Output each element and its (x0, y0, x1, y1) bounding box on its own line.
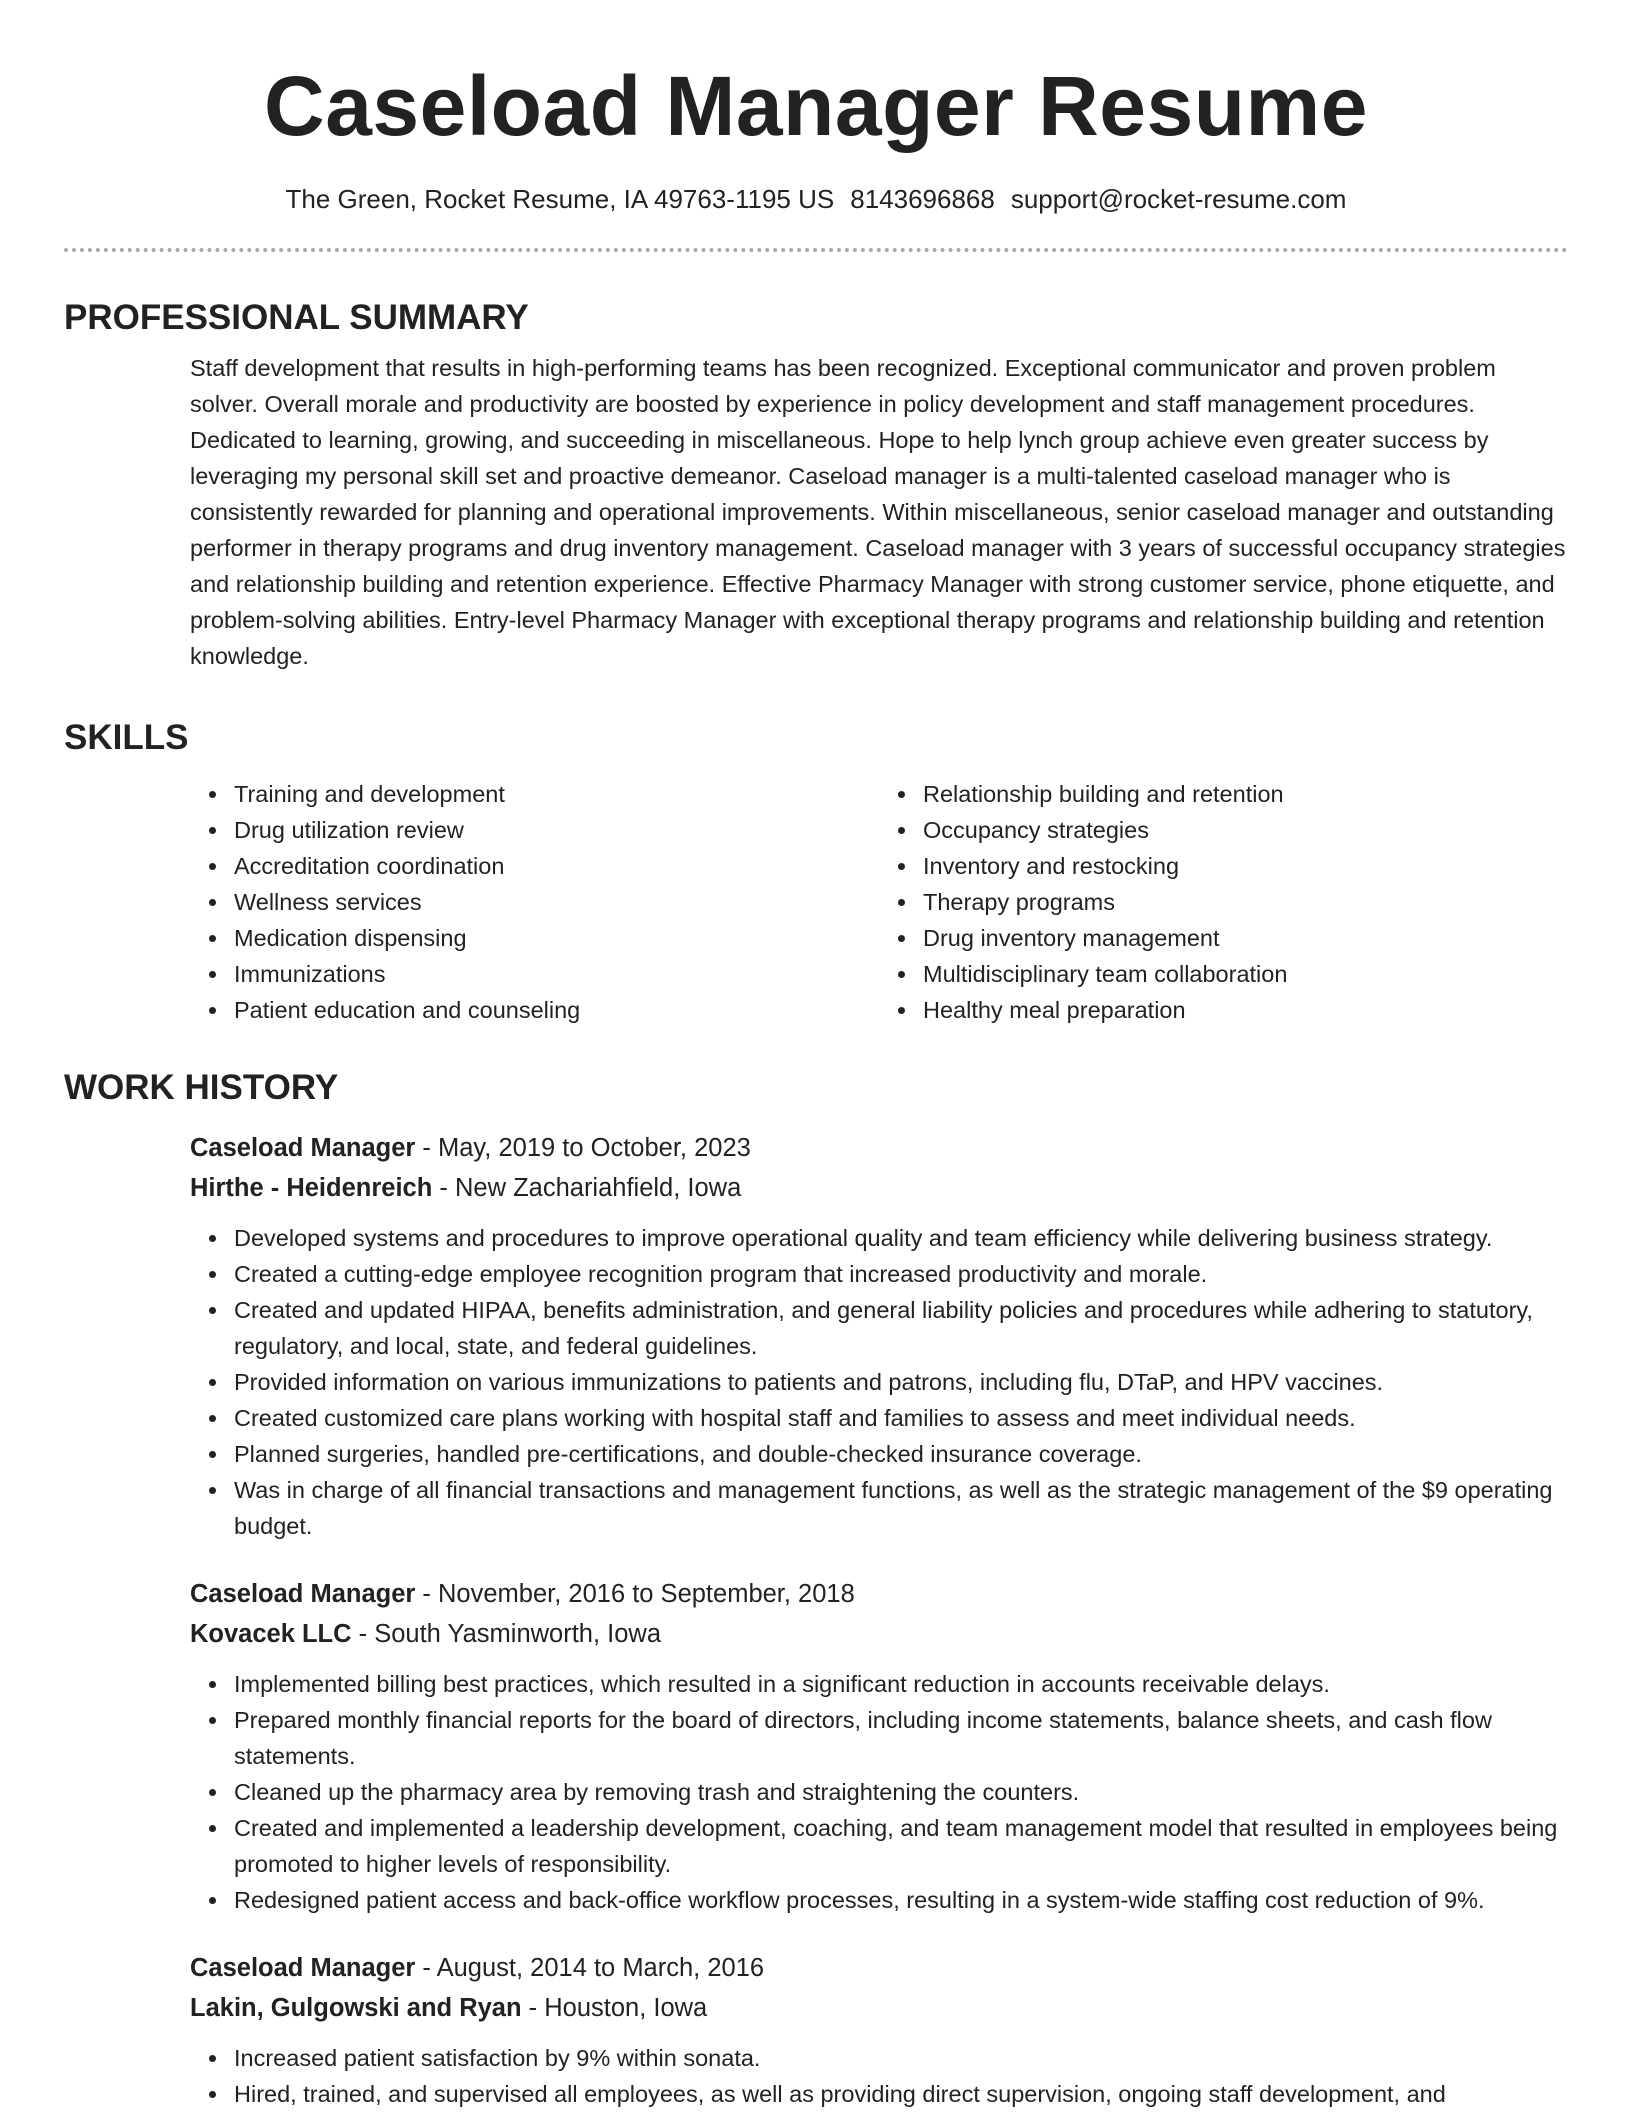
duty-item: Redesigned patient access and back-office workflow processes, resulting in a system-wide staffing cost reduction of 9%. (234, 1882, 1568, 1918)
header-divider (64, 248, 1568, 252)
summary-section (64, 298, 1568, 674)
duty-item: Prepared monthly financial reports for the board of directors, including income statements, balance sheets, and cash flow statements. (234, 1702, 1568, 1774)
summary-text: Staff development that results in high-performing teams has been recognized. Exceptional communicator and proven problem solver. Overall morale and productivity are boosted by experience in policy development and staff management procedures. Dedicated to learning, growing, and succeeding in miscellaneous. Hope to help lynch group achieve even greater success by leveraging my personal skill set and proactive demeanor. Caseload manager is a multi-talented caseload manager who is consistently rewarded for planning and operational improvements. Within miscellaneous, senior caseload manager and outstanding performer in therapy programs and drug inventory management. Caseload manager with 3 years of successful occupancy strategies and relationship building and retention experience. Effective Pharmacy Manager with strong customer service, phone etiquette, and problem-solving abilities. Entry-level Pharmacy Manager with exceptional therapy programs and relationship building and retention knowledge. (190, 355, 1566, 669)
job-title-line (190, 1128, 1568, 1168)
job-company-line (190, 1614, 1568, 1654)
skills-column-left (190, 776, 879, 1028)
job-location: - South Yasminworth, Iowa (351, 1620, 662, 1648)
contact-phone: 8143696868 (850, 184, 995, 214)
duty-item: Hired, trained, and supervised all employees, as well as providing direct supervision, ongoing staff development, and (234, 2076, 1568, 2112)
skill-item: Relationship building and retention (923, 776, 1568, 812)
contact-email: support@rocket-resume.com (1010, 184, 1347, 214)
duty-item: Developed systems and procedures to improve operational quality and team efficiency while delivering business strategy. (234, 1220, 1568, 1256)
skill-item: Drug utilization review (234, 812, 879, 848)
job-company: Kovacek LLC (190, 1620, 352, 1648)
job-company-line (190, 1988, 1568, 2028)
skill-item: Immunizations (234, 956, 879, 992)
duty-item: Implemented billing best practices, which resulted in a significant reduction in accounts receivable delays. (234, 1666, 1568, 1702)
job-duties (190, 2040, 1568, 2112)
duty-item: Planned surgeries, handled pre-certifications, and double-checked insurance coverage. (234, 1436, 1568, 1472)
duty-item: Created customized care plans working with hospital staff and families to assess and meet individual needs. (234, 1400, 1568, 1436)
work-heading: WORK HISTORY (64, 1068, 339, 1107)
skills-heading: SKILLS (64, 718, 189, 757)
job-company-line (190, 1168, 1568, 1208)
skill-item: Patient education and counseling (234, 992, 879, 1028)
job-entry (190, 1948, 1568, 2112)
duty-item: Created and implemented a leadership development, coaching, and team management model that resulted in employees being promoted to higher levels of responsibility. (234, 1810, 1568, 1882)
job-entry (190, 1574, 1568, 1918)
skill-item: Accreditation coordination (234, 848, 879, 884)
skill-item: Drug inventory management (923, 920, 1568, 956)
job-company: Lakin, Gulgowski and Ryan (190, 1994, 522, 2022)
skill-item: Healthy meal preparation (923, 992, 1568, 1028)
duty-item: Created and updated HIPAA, benefits administration, and general liability policies and procedures while adhering to statutory, regulatory, and local, state, and federal guidelines. (234, 1292, 1568, 1364)
skill-item: Wellness services (234, 884, 879, 920)
skill-item: Therapy programs (923, 884, 1568, 920)
duty-item: Increased patient satisfaction by 9% within sonata. (234, 2040, 1568, 2076)
skill-item: Training and development (234, 776, 879, 812)
job-location: - Houston, Iowa (521, 1994, 708, 2022)
job-title: Caseload Manager (190, 1134, 416, 1162)
job-duties (190, 1666, 1568, 1918)
skill-item: Medication dispensing (234, 920, 879, 956)
job-title-line (190, 1574, 1568, 1614)
job-entry (190, 1128, 1568, 1544)
summary-heading: PROFESSIONAL SUMMARY (64, 298, 529, 337)
skills-column-right (879, 776, 1568, 1028)
work-section (64, 1068, 1568, 2112)
skills-grid (190, 776, 1568, 1028)
resume-page (64, 0, 1568, 2107)
job-dates: - August, 2014 to March, 2016 (415, 1954, 765, 1982)
job-location: - New Zachariahfield, Iowa (432, 1174, 742, 1202)
duty-item: Provided information on various immunizations to patients and patrons, including flu, DTaP, and HPV vaccines. (234, 1364, 1568, 1400)
duty-item: Cleaned up the pharmacy area by removing trash and straightening the counters. (234, 1774, 1568, 1810)
resume-title: Caseload Manager Resume (264, 59, 1368, 153)
job-company: Hirthe - Heidenreich (190, 1174, 433, 1202)
job-title-line (190, 1948, 1568, 1988)
job-duties (190, 1220, 1568, 1544)
contact-line (64, 182, 1568, 216)
skill-item: Inventory and restocking (923, 848, 1568, 884)
job-dates: - May, 2019 to October, 2023 (415, 1134, 751, 1162)
job-dates: - November, 2016 to September, 2018 (415, 1580, 855, 1608)
duty-item: Was in charge of all financial transactions and management functions, as well as the strategic management of the $9 operating budget. (234, 1472, 1568, 1544)
skill-item: Multidisciplinary team collaboration (923, 956, 1568, 992)
skill-item: Occupancy strategies (923, 812, 1568, 848)
job-title: Caseload Manager (190, 1954, 416, 1982)
duty-item: Created a cutting-edge employee recognition program that increased productivity and morale. (234, 1256, 1568, 1292)
contact-address: The Green, Rocket Resume, IA 49763-1195 US (285, 184, 835, 214)
skills-section (64, 718, 1568, 1028)
job-title: Caseload Manager (190, 1580, 416, 1608)
